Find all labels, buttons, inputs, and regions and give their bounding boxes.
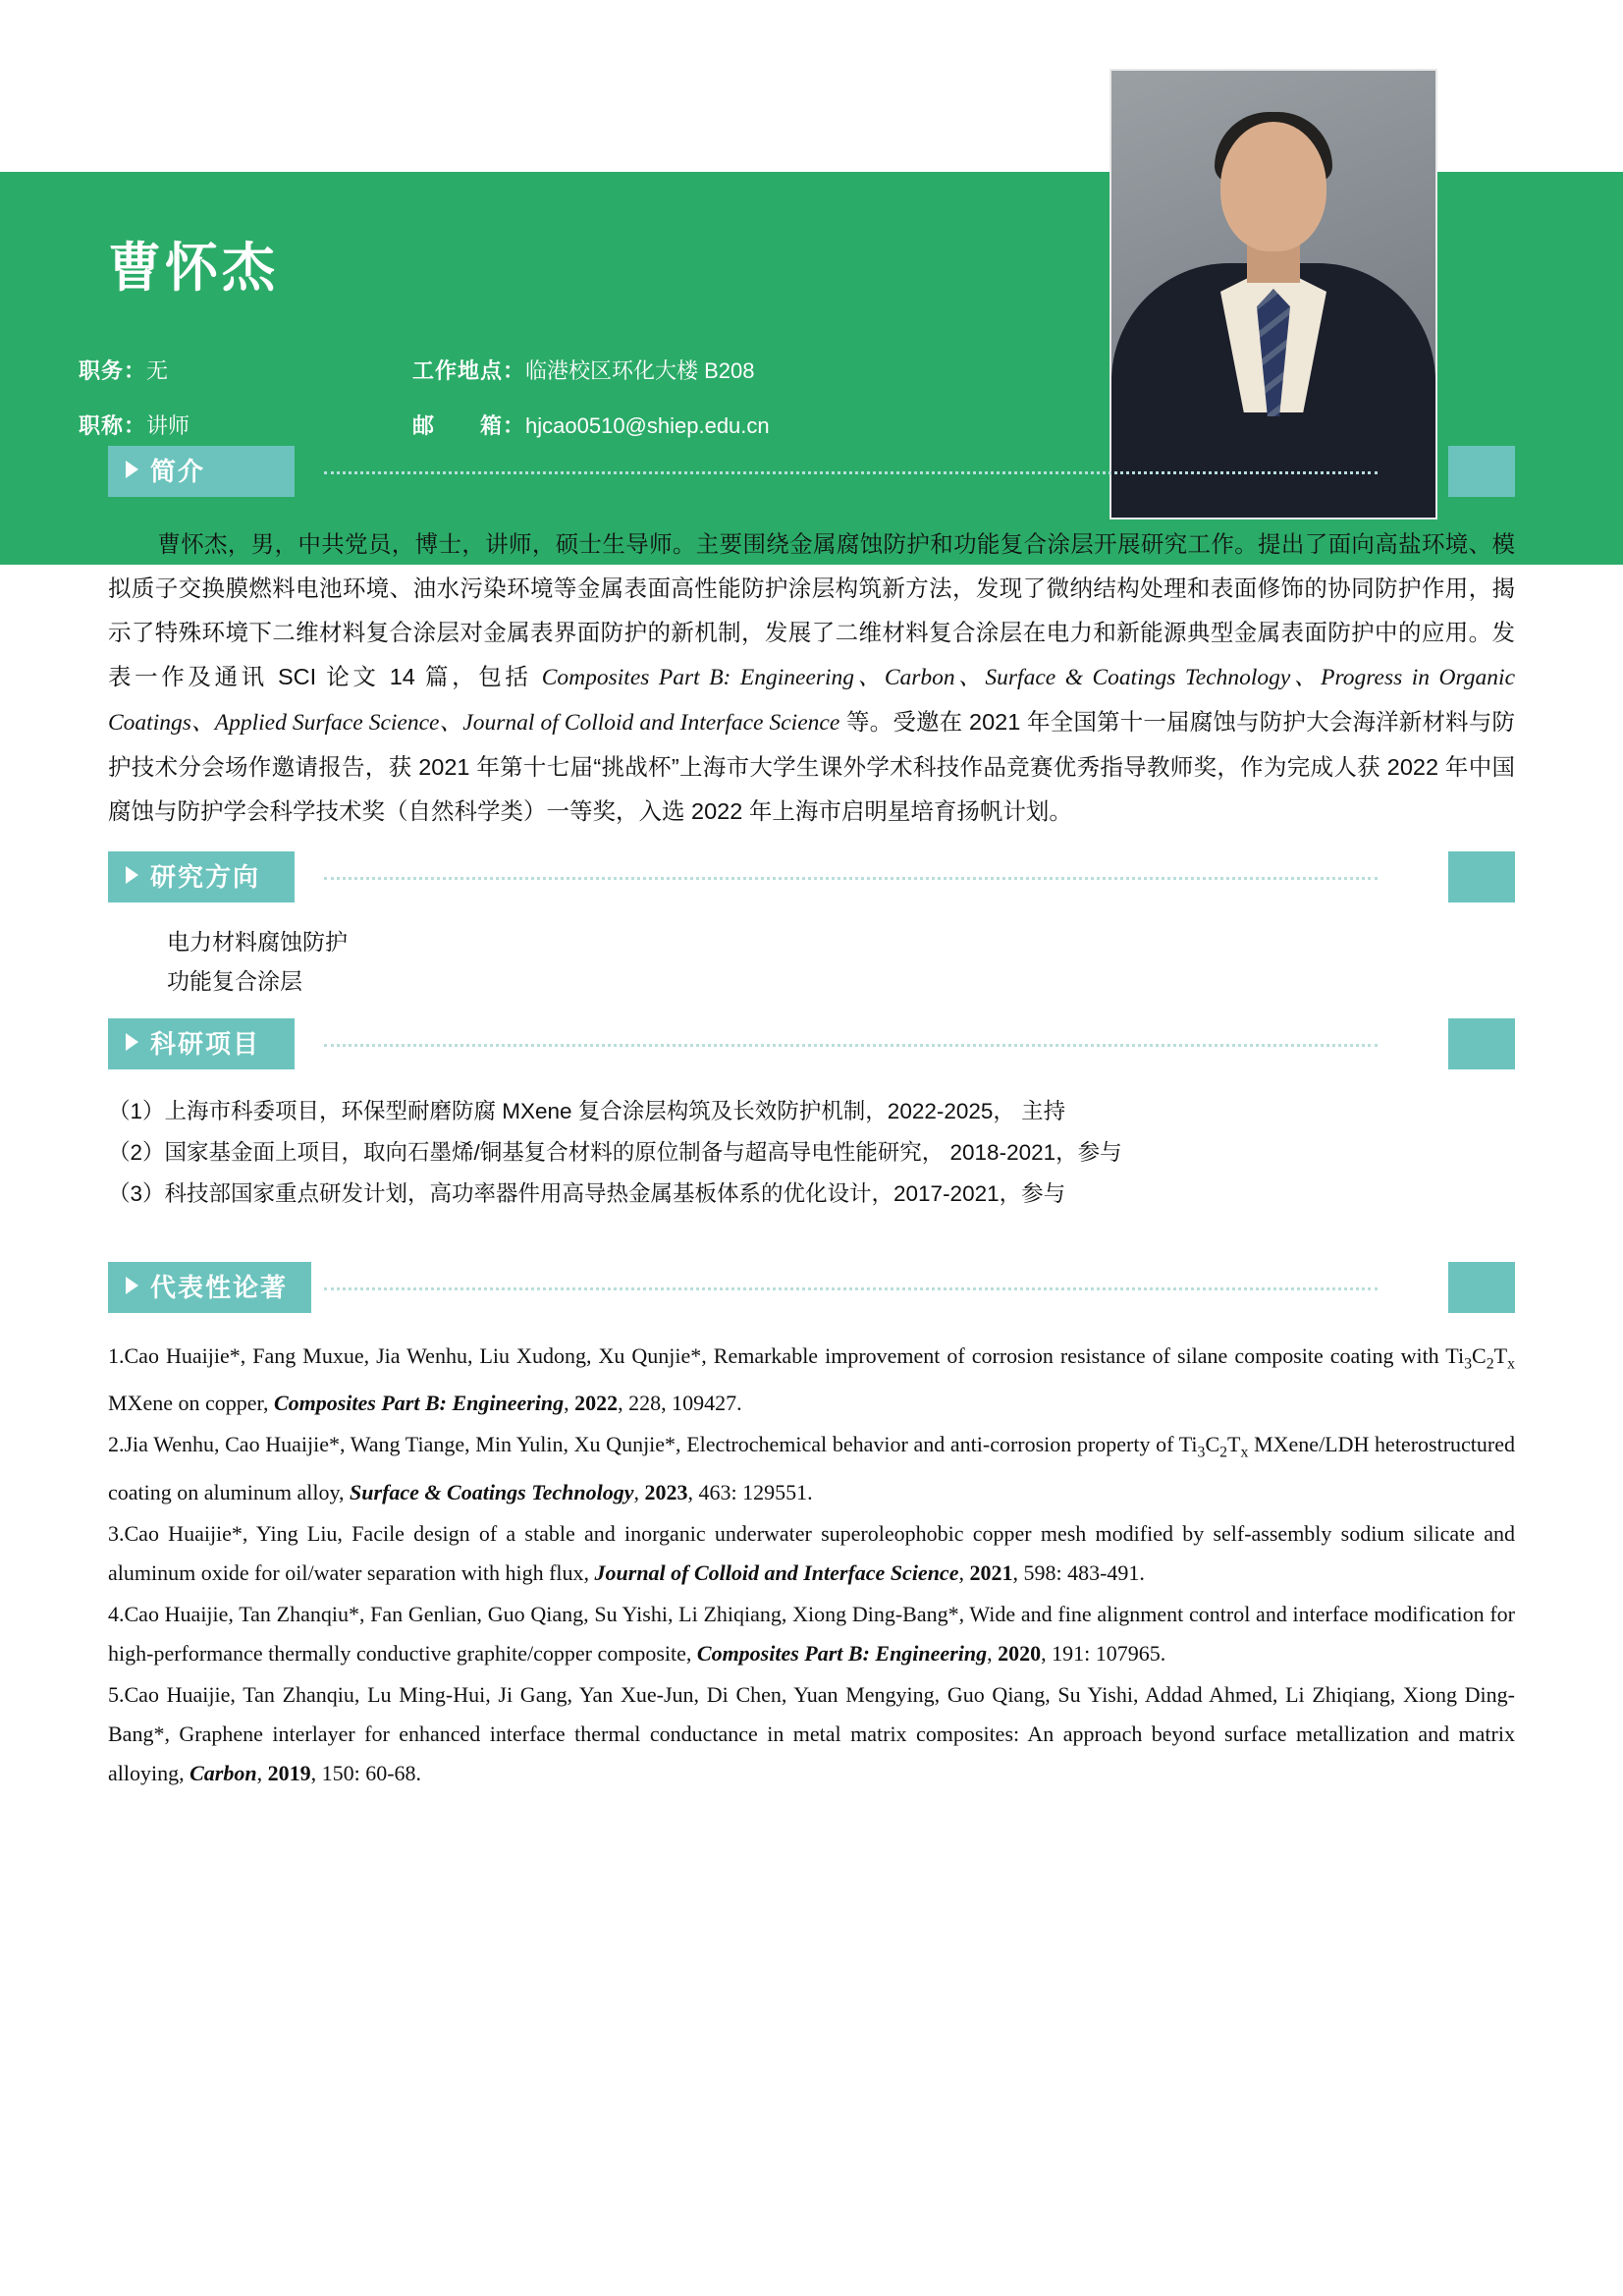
dotted-rule — [324, 1287, 1378, 1290]
meta-value-office: 临港校区环化大楼 B208 — [525, 358, 755, 383]
publication-year: 2022 — [574, 1391, 619, 1416]
meta-row-office — [412, 344, 1021, 399]
publication-journal: Carbon — [189, 1760, 257, 1785]
publication-index: 1. — [108, 1343, 125, 1368]
formula-mid: T — [1227, 1432, 1241, 1457]
research-direction-list — [167, 922, 1515, 1001]
meta-value-title: 讲师 — [146, 413, 190, 438]
header-endcap — [1448, 1262, 1515, 1313]
publication-title: Graphene interlayer for enhanced interface thermal conductance in metal matrix composites: An approach beyond surface metallization and matrix alloying, — [108, 1721, 1515, 1785]
publication-journal: Surface & Coatings Technology — [350, 1479, 634, 1504]
section-title-publications-label: 代表性论著 — [150, 1273, 289, 1302]
list-item: 4.Cao Huaijie, Tan Zhanqiu*, Fan Genlian, Guo Qiang, Su Yishi, Li Zhiqiang, Xiong Ding-Bang*, Wide and fine alignment control and interface modification for high-performance thermally conductive graphite/copper composite, Composites Part B: Engineering, 2020, 191: 107965. — [108, 1601, 1515, 1666]
list-item: 3.Cao Huaijie*, Ying Liu, Facile design of a stable and inorganic underwater superoleophobic copper mesh modified by self-assembly sodium silicate and aluminum oxide for oil/water separation with high flux, Journal of Colloid and Interface Science, 2021, 598: 483-491. — [108, 1520, 1515, 1585]
header-endcap — [1448, 851, 1515, 902]
dotted-rule — [324, 877, 1378, 880]
triangle-icon — [126, 866, 138, 884]
project-list — [108, 1091, 1515, 1215]
meta-value-position: 无 — [146, 358, 169, 383]
meta-label-office: 工作地点： — [412, 358, 526, 383]
publication-title: Electrochemical behavior and anti-corrosion property of Ti — [686, 1432, 1198, 1457]
section-header-research — [0, 851, 1623, 902]
list-item: 1.Cao Huaijie*, Fang Muxue, Jia Wenhu, Liu Xudong, Xu Qunjie*, Remarkable improvement of corrosion resistance of silane composite coating with $Ti_3C_2T_x$ MXene on copper, Composites Part B: Engineering, 2022, 228, 109427. — [108, 1343, 1515, 1416]
publication-locator: , 150: 60-68. — [310, 1760, 422, 1785]
publication-locator: , 598: 483-491. — [1012, 1559, 1145, 1585]
list-item: 2.Jia Wenhu, Cao Huaijie*, Wang Tiange, Min Yulin, Xu Qunjie*, Electrochemical behavior and anti-corrosion property of $Ti_3C_2T_x$ MXene/LDH heterostructured coating on aluminum alloy, Surface & Coatings Technology, 2023, 463: 129551. — [108, 1432, 1515, 1504]
profile-header — [0, 0, 1623, 438]
section-title-research-label: 研究方向 — [150, 862, 261, 892]
publication-index: 4. — [108, 1601, 125, 1626]
header-endcap — [1448, 446, 1515, 497]
section-title-projects-label: 科研项目 — [150, 1029, 261, 1059]
publication-locator: , 191: 107965. — [1041, 1640, 1166, 1666]
list-item: 功能复合涂层 — [167, 968, 302, 994]
dotted-rule — [324, 1044, 1378, 1047]
meta-column-left — [79, 344, 403, 454]
publication-title: Wide and fine alignment control and interface modification for high-performance thermally conductive graphite/copper composite, — [108, 1601, 1515, 1666]
triangle-icon — [126, 461, 138, 478]
formula-mid: T — [1493, 1343, 1508, 1368]
meta-row-position — [79, 344, 403, 399]
publication-index: 5. — [108, 1681, 125, 1707]
list-item: 5.Cao Huaijie, Tan Zhanqiu, Lu Ming-Hui, Ji Gang, Yan Xue-Jun, Di Chen, Yuan Mengying, Guo Qiang, Su Yishi, Addad Ahmed, Li Zhiqiang, Xiong Ding-Bang*, Graphene interlayer for enhanced interface thermal conductance in metal matrix composites: An approach beyond surface metallization and matrix alloying, Carbon, 2019, 150: 60-68. — [108, 1681, 1515, 1785]
list-item: （3）科技部国家重点研发计划，高功率器件用高导热金属基板体系的优化设计，2017-2021，参与 — [108, 1181, 1066, 1206]
meta-value-email: hjcao0510@shiep.edu.cn — [525, 413, 770, 438]
section-header-projects — [0, 1018, 1623, 1069]
section-title-intro-label: 简介 — [150, 457, 206, 486]
triangle-icon — [126, 1277, 138, 1294]
publication-title-tail: MXene on copper, — [108, 1391, 274, 1416]
dotted-rule — [324, 471, 1378, 474]
list-item: （2）国家基金面上项目，取向石墨烯/铜基复合材料的原位制备与超高导电性能研究， 2018-2021，参与 — [108, 1140, 1122, 1165]
publication-index: 2. — [108, 1432, 125, 1457]
section-publications — [0, 1262, 1623, 1793]
publication-title: Facile design of a stable and inorganic underwater superoleophobic copper mesh modified by self-assembly sodium silicate and aluminum oxide for oil/water separation with high flux, — [108, 1520, 1515, 1585]
meta-label-title: 职称： — [79, 413, 147, 438]
meta-column-right — [412, 344, 1021, 454]
intro-text-part2: 等。受邀在 2021 年全国第十一届腐蚀与防护大会海洋新材料与防护技术分会场作邀请报告，获 2021 年第十七届“挑战杯”上海市大学生课外学术科技作品竞赛优秀指导教师奖，作为完成人获 2022 年中国腐蚀与防护学会科学技术奖（自然科学类）一等奖，入选 2022 年上海市启明星培育扬帆计划。 — [108, 709, 1515, 824]
section-title-projects — [108, 1018, 295, 1069]
publication-year: 2021 — [969, 1559, 1013, 1585]
section-title-intro — [108, 446, 295, 497]
section-header-publications — [0, 1262, 1623, 1313]
formula-sub: 3 — [1464, 1355, 1473, 1373]
intro-text-part1: 曹怀杰，男，中共党员，博士，讲师，硕士生导师。主要围绕金属腐蚀防护和功能复合涂层开展研究工作。提出了面向高盐环境、模拟质子交换膜燃料电池环境、油水污染环境等金属表面高性能防护涂层构筑新方法，发现了微纳结构处理和表面修饰的协同防护作用，揭示了特殊环境下二维材料复合涂层对金属表界面防护的新机制，发展了二维材料复合涂层在电力和新能源典型金属表面防护中的应用。发表一作及通讯 SCI 论文 14 篇，包括 — [108, 531, 1515, 689]
meta-label-email: 邮 箱： — [412, 413, 526, 438]
header-endcap — [1448, 1018, 1515, 1069]
publication-year: 2023 — [644, 1479, 688, 1504]
publication-index: 3. — [108, 1520, 125, 1546]
formula-mid: C — [1472, 1343, 1487, 1368]
photo-head — [1220, 122, 1326, 251]
publication-year: 2019 — [267, 1760, 311, 1785]
formula-sub: 2 — [1219, 1444, 1228, 1461]
publication-title: Remarkable improvement of corrosion resistance of silane composite coating with Ti — [713, 1343, 1465, 1368]
formula-sub: 3 — [1197, 1444, 1206, 1461]
publication-authors: Cao Huaijie*, Fang Muxue, Jia Wenhu, Liu Xudong, Xu Qunjie*, — [124, 1343, 714, 1368]
publication-authors: Jia Wenhu, Cao Huaijie*, Wang Tiange, Min Yulin, Xu Qunjie*, — [124, 1432, 687, 1457]
publication-authors: Cao Huaijie, Tan Zhanqiu*, Fan Genlian, Guo Qiang, Su Yishi, Li Zhiqiang, Xiong Ding-Bang*, — [124, 1601, 970, 1626]
section-research — [0, 851, 1623, 1001]
section-projects — [0, 1018, 1623, 1215]
meta-label-position: 职务： — [79, 358, 147, 383]
section-title-publications — [108, 1262, 311, 1313]
intro-paragraph — [108, 522, 1515, 834]
publication-journal: Composites Part B: Engineering — [273, 1391, 565, 1416]
intro-journal-names: Composites Part B: Engineering、Carbon、Surface & Coatings Technology、Progress in Organic Coatings、Applied Surface Science、Journal of Colloid and Interface Science — [108, 665, 1515, 736]
formula-sub: 2 — [1486, 1355, 1494, 1373]
publication-year: 2020 — [998, 1640, 1042, 1666]
formula-sub: x — [1507, 1355, 1515, 1373]
publication-list — [108, 1337, 1515, 1793]
publication-authors: Cao Huaijie, Tan Zhanqiu, Lu Ming-Hui, Ji Gang, Yan Xue-Jun, Di Chen, Yuan Mengying, Guo Qiang, Su Yishi, Addad Ahmed, Li Zhiqiang, Xiong Ding-Bang*, — [108, 1681, 1515, 1746]
publication-locator: , 463: 129551. — [687, 1479, 813, 1504]
formula-sub: x — [1240, 1444, 1249, 1461]
section-header-intro — [0, 446, 1623, 497]
triangle-icon — [126, 1033, 138, 1051]
publication-title-tail: MXene/LDH heterostructured coating on aluminum alloy, — [108, 1432, 1515, 1504]
formula-mid: C — [1205, 1432, 1220, 1457]
section-title-research — [108, 851, 295, 902]
section-intro — [0, 446, 1623, 834]
publication-authors: Cao Huaijie*, Ying Liu, — [124, 1520, 352, 1546]
publication-journal: Journal of Colloid and Interface Science — [594, 1559, 959, 1585]
page-title: 曹怀杰 — [108, 239, 279, 298]
list-item: 电力材料腐蚀防护 — [167, 929, 348, 955]
publication-journal: Composites Part B: Engineering — [696, 1640, 988, 1666]
list-item: （1）上海市科委项目，环保型耐磨防腐 MXene 复合涂层构筑及长效防护机制，2022-2025， 主持 — [108, 1099, 1066, 1123]
publication-locator: , 228, 109427. — [618, 1391, 742, 1416]
